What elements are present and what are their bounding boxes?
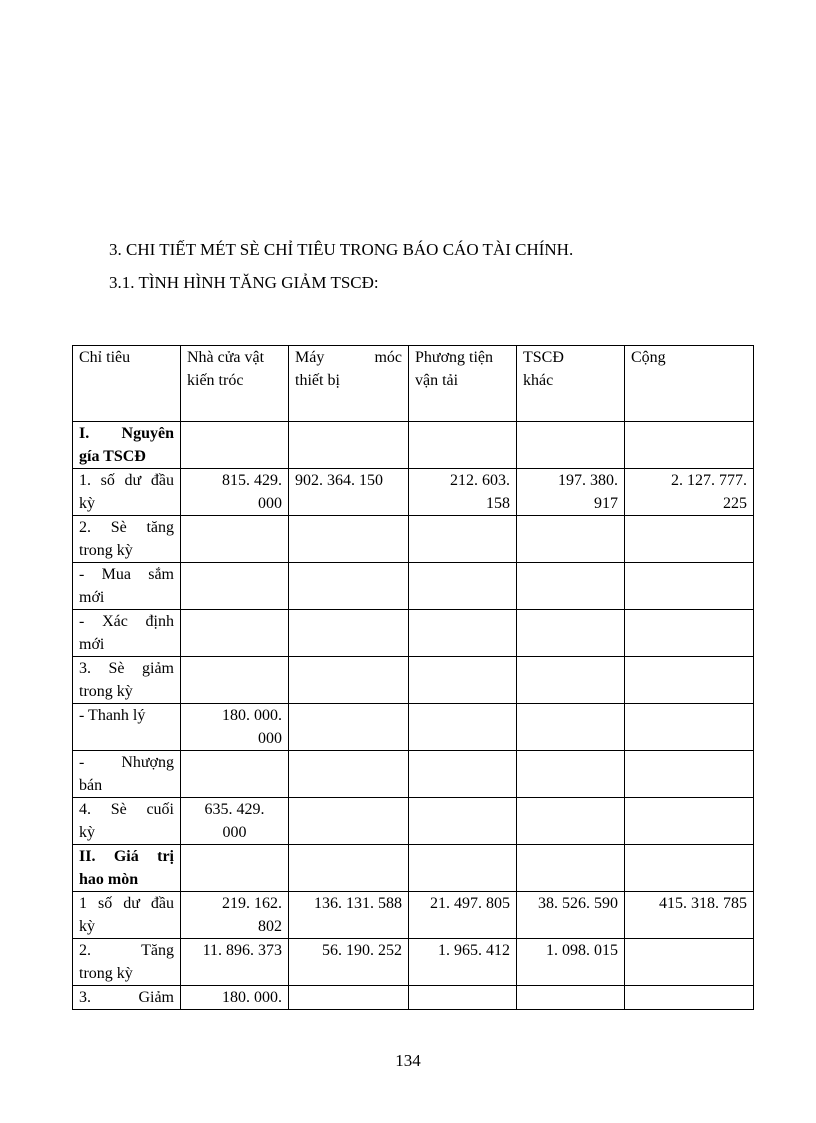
table-cell <box>625 986 754 1010</box>
table-cell <box>289 986 409 1010</box>
table-cell: 2. 127. 777. 225 <box>625 469 754 516</box>
table-cell: 180. 000. 000 <box>181 704 289 751</box>
table-cell <box>289 657 409 704</box>
table-cell <box>625 610 754 657</box>
table-cell <box>625 798 754 845</box>
table-cell <box>289 610 409 657</box>
table-cell <box>625 657 754 704</box>
table-cell <box>517 704 625 751</box>
table-cell <box>409 751 517 798</box>
header-cong: Cộng <box>625 346 754 422</box>
table-cell: 197. 380. 917 <box>517 469 625 516</box>
table-cell <box>181 657 289 704</box>
table-cell <box>181 751 289 798</box>
header-row <box>73 346 754 422</box>
table-cell <box>409 657 517 704</box>
table-cell: 38. 526. 590 <box>517 892 625 939</box>
table-cell: 415. 318. 785 <box>625 892 754 939</box>
table-cell <box>517 751 625 798</box>
table-row <box>73 516 754 563</box>
table-cell <box>289 422 409 469</box>
table-cell <box>409 845 517 892</box>
row-label: - Nhượng bán <box>73 751 181 798</box>
table-cell <box>625 845 754 892</box>
table-cell: 11. 896. 373 <box>181 939 289 986</box>
table-row <box>73 798 754 845</box>
table-cell: 180. 000. <box>181 986 289 1010</box>
subsection-heading: 3.1. TÌNH HÌNH TĂNG GIẢM TSCĐ: <box>109 273 379 292</box>
table-cell <box>289 563 409 610</box>
table-cell <box>625 422 754 469</box>
table-row <box>73 986 754 1010</box>
table-row <box>73 563 754 610</box>
table-cell <box>289 798 409 845</box>
row-label: - Mua sắm mới <box>73 563 181 610</box>
table-cell <box>625 939 754 986</box>
row-label: I. Nguyên gía TSCĐ <box>73 422 181 469</box>
row-label: 2. Tăng trong kỳ <box>73 939 181 986</box>
table-cell: 219. 162. 802 <box>181 892 289 939</box>
table-row <box>73 610 754 657</box>
row-label: 3. Sè giảm trong kỳ <box>73 657 181 704</box>
row-label: - Xác định mới <box>73 610 181 657</box>
table-cell: 212. 603. 158 <box>409 469 517 516</box>
table-cell <box>517 516 625 563</box>
table-row <box>73 939 754 986</box>
row-label: 3. Giảm <box>73 986 181 1010</box>
table-row <box>73 892 754 939</box>
table-cell <box>289 845 409 892</box>
table-cell <box>409 563 517 610</box>
header-nha-cua: Nhà cửa vật kiến tróc <box>181 346 289 422</box>
table-cell <box>517 798 625 845</box>
header-tscd-khac: TSCĐ khác <box>517 346 625 422</box>
table-cell <box>517 422 625 469</box>
table-row <box>73 657 754 704</box>
table-cell: 56. 190. 252 <box>289 939 409 986</box>
table-cell <box>409 422 517 469</box>
row-label: 2. Sè tăng trong kỳ <box>73 516 181 563</box>
table-cell <box>517 657 625 704</box>
table-cell <box>409 516 517 563</box>
header-phuong-tien: Phương tiện vận tải <box>409 346 517 422</box>
table-row <box>73 704 754 751</box>
table-cell <box>517 986 625 1010</box>
table-cell <box>289 751 409 798</box>
table-cell <box>409 986 517 1010</box>
page-number: 134 <box>395 1051 421 1070</box>
table-cell <box>181 845 289 892</box>
table-cell <box>517 845 625 892</box>
table-cell: 1. 965. 412 <box>409 939 517 986</box>
table-cell <box>289 516 409 563</box>
table-row <box>73 469 754 516</box>
table-cell: 21. 497. 805 <box>409 892 517 939</box>
table-cell <box>625 751 754 798</box>
table-row <box>73 422 754 469</box>
table-cell: 815. 429. 000 <box>181 469 289 516</box>
table-cell <box>625 516 754 563</box>
row-label: II. Giá trị hao mòn <box>73 845 181 892</box>
row-label: 1 số dư đầu kỳ <box>73 892 181 939</box>
table-cell <box>409 798 517 845</box>
table-row <box>73 751 754 798</box>
table-cell <box>517 563 625 610</box>
header-may-moc: Máy móc thiết bị <box>289 346 409 422</box>
table-cell <box>517 610 625 657</box>
table-cell <box>289 704 409 751</box>
table-cell <box>181 563 289 610</box>
table-cell: 635. 429. 000 <box>181 798 289 845</box>
table-cell: 902. 364. 150 <box>289 469 409 516</box>
table-cell: 136. 131. 588 <box>289 892 409 939</box>
fixed-assets-table <box>72 345 754 1010</box>
table-cell <box>409 610 517 657</box>
table-cell <box>181 422 289 469</box>
header-chi-tieu: Chỉ tiêu <box>73 346 181 422</box>
table-cell <box>625 704 754 751</box>
table-cell <box>181 610 289 657</box>
row-label: - Thanh lý <box>73 704 181 751</box>
table-cell <box>181 516 289 563</box>
table-row <box>73 845 754 892</box>
section-heading: 3. CHI TIẾT MÉT SÈ CHỈ TIÊU TRONG BÁO CÁO TÀI CHÍNH. <box>109 240 574 259</box>
row-label: 1. số dư đầu kỳ <box>73 469 181 516</box>
table-cell <box>409 704 517 751</box>
row-label: 4. Sè cuối kỳ <box>73 798 181 845</box>
table-cell: 1. 098. 015 <box>517 939 625 986</box>
table-cell <box>625 563 754 610</box>
